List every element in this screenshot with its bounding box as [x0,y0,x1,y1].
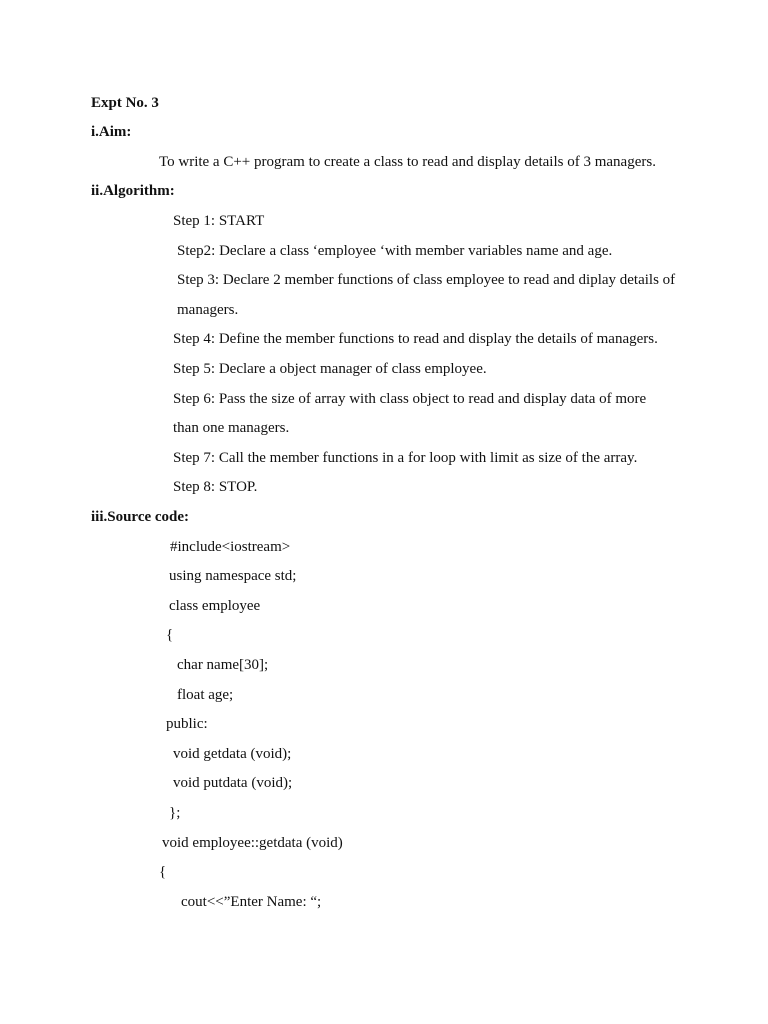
code-line: float age; [177,687,234,703]
code-line: { [166,627,174,643]
algorithm-step: Step 8: STOP. [173,479,258,495]
code-line: cout<<”Enter Name: “; [181,894,322,910]
aim-heading: i.Aim: [91,124,132,140]
code-line: void putdata (void); [173,775,293,791]
source-code-heading: iii.Source code: [91,509,190,525]
code-line: #include<iostream> [170,539,291,555]
algorithm-step: Step 3: Declare 2 member functions of class employee to read and diplay details of [177,272,676,288]
algorithm-step-continuation: managers. [177,302,239,318]
aim-text: To write a C++ program to create a class to read and display details of 3 managers. [159,154,656,170]
code-line: void getdata (void); [173,746,292,762]
code-line: using namespace std; [169,568,297,584]
algorithm-step: Step 5: Declare a object manager of class employee. [173,361,487,377]
code-line: char name[30]; [177,657,269,673]
code-line: public: [166,716,208,732]
algorithm-step-continuation: than one managers. [173,420,290,436]
code-line: }; [169,805,181,821]
code-line: { [159,864,167,880]
algorithm-step: Step 1: START [173,213,265,229]
experiment-title: Expt No. 3 [91,95,159,111]
algorithm-step: Step 4: Define the member functions to read and display the details of managers. [173,331,658,347]
algorithm-heading: ii.Algorithm: [91,183,175,199]
algorithm-step: Step 7: Call the member functions in a for loop with limit as size of the array. [173,450,638,466]
algorithm-step: Step2: Declare a class ‘employee ‘with member variables name and age. [177,243,613,259]
code-line: void employee::getdata (void) [162,835,343,851]
code-line: class employee [169,598,261,614]
algorithm-step: Step 6: Pass the size of array with class object to read and display data of more [173,391,647,407]
